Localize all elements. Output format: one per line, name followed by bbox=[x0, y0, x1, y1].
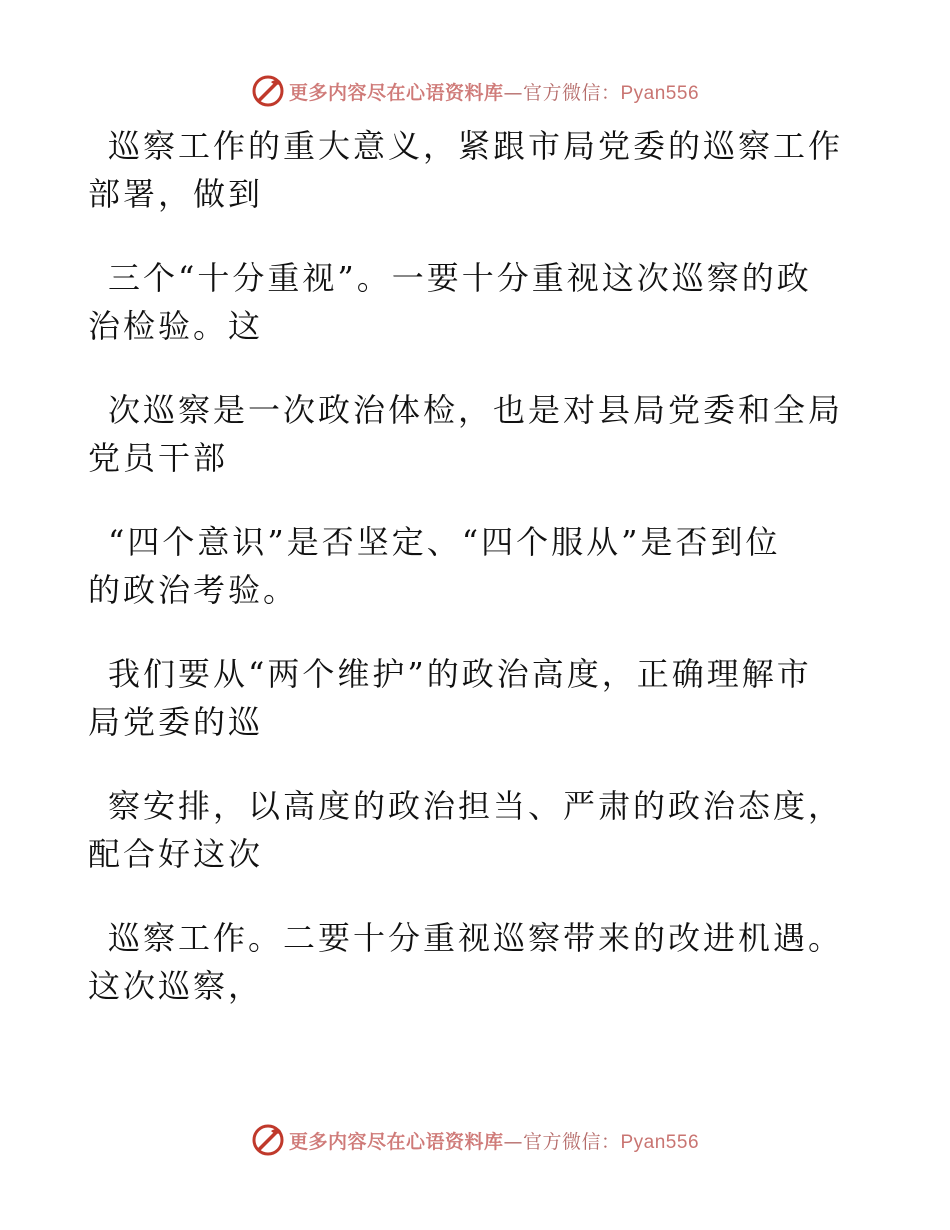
quill-logo-icon bbox=[251, 74, 285, 108]
banner-title: 更多内容尽在心语资料库 bbox=[288, 81, 504, 104]
banner-dash: — bbox=[503, 81, 523, 104]
banner-wechat-label: 官方微信： bbox=[522, 81, 621, 104]
paragraph bbox=[88, 914, 844, 1010]
paragraph bbox=[88, 782, 844, 878]
paragraph bbox=[88, 122, 844, 218]
paragraph bbox=[88, 518, 838, 614]
banner-dash: — bbox=[503, 1130, 523, 1153]
paragraph-line: 配合好这次 bbox=[88, 835, 264, 873]
paragraph-line: 局党委的巡 bbox=[88, 703, 264, 741]
document-body bbox=[88, 122, 844, 1046]
paragraph-line: 我们要从“两个维护”的政治高度，正确理解市 bbox=[108, 655, 812, 693]
quill-logo-icon bbox=[251, 1123, 285, 1157]
paragraph-line: 部署，做到 bbox=[88, 175, 264, 213]
banner-title: 更多内容尽在心语资料库 bbox=[288, 1130, 504, 1153]
header-banner bbox=[0, 71, 950, 111]
paragraph-line: 次巡察是一次政治体检，也是对县局党委和全局 bbox=[108, 391, 844, 429]
paragraph bbox=[88, 650, 838, 746]
paragraph-line: 巡察工作的重大意义，紧跟市局党委的巡察工作 bbox=[108, 127, 844, 165]
paragraph-line: “四个意识”是否坚定、“四个服从”是否到位 bbox=[108, 523, 781, 561]
paragraph-line: 巡察工作。二要十分重视巡察带来的改进机遇。 bbox=[108, 919, 844, 957]
banner-wechat-label: 官方微信： bbox=[522, 1130, 621, 1153]
paragraph-line: 党员干部 bbox=[88, 439, 229, 477]
paragraph-line: 这次巡察， bbox=[88, 967, 264, 1005]
paragraph-line: 察安排，以高度的政治担当、严肃的政治态度， bbox=[108, 787, 844, 825]
paragraph-line: 三个“十分重视”。一要十分重视这次巡察的政 bbox=[108, 259, 812, 297]
paragraph-line: 的政治考验。 bbox=[88, 571, 299, 609]
footer-banner bbox=[0, 1120, 950, 1160]
paragraph bbox=[88, 386, 844, 482]
paragraph bbox=[88, 254, 838, 350]
paragraph-line: 治检验。这 bbox=[88, 307, 264, 345]
banner-wechat-id: Pyan556 bbox=[620, 1131, 700, 1153]
banner-wechat-id: Pyan556 bbox=[620, 82, 700, 104]
